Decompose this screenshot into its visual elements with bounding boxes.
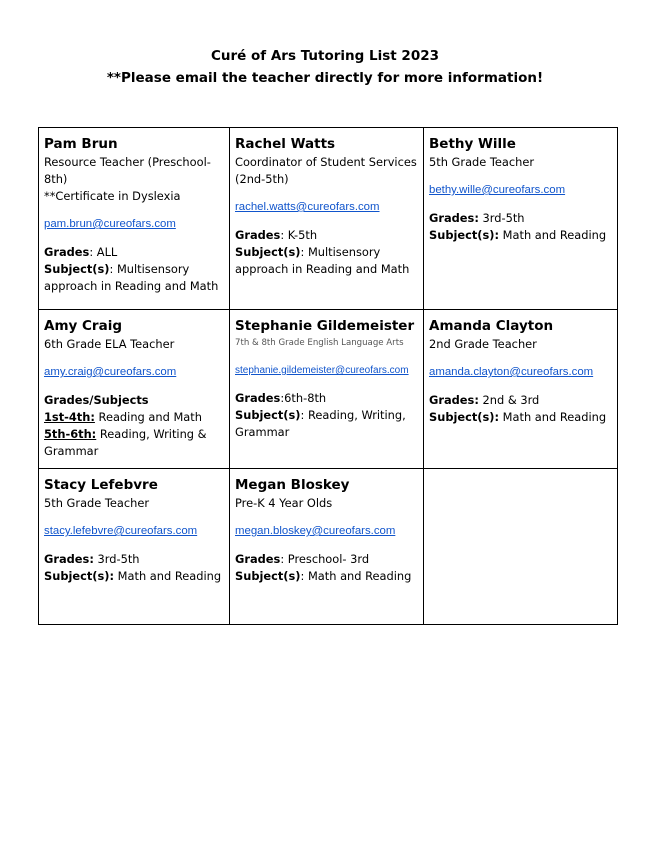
tutor-email-link[interactable]: amanda.clayton@cureofars.com — [429, 366, 594, 378]
tutor-role: 6th Grade ELA Teacher — [44, 337, 175, 351]
tutor-cell-bethy-wille — [424, 128, 618, 310]
tutor-name: Bethy Wille — [429, 136, 516, 152]
tutor-cell-amanda-clayton — [424, 310, 618, 469]
tutor-name: Amy Craig — [44, 318, 122, 334]
empty-cell — [424, 469, 618, 625]
tutor-cell-amy-craig — [39, 310, 230, 469]
tutor-role: 5th Grade Teacher — [44, 496, 150, 510]
tutor-name: Pam Brun — [44, 136, 118, 152]
tutor-note: **Certificate in Dyslexia — [44, 189, 181, 203]
tutor-subjects: Subject(s): Multisensory approach in Reading and Math — [44, 262, 219, 293]
tutor-email-link[interactable]: pam.brun@cureofars.com — [44, 218, 176, 230]
table-row — [39, 469, 618, 625]
tutor-subjects: Subject(s): Reading, Writing, Grammar — [235, 408, 406, 439]
tutor-table — [38, 127, 618, 625]
tutor-cell-pam-brun — [39, 128, 230, 310]
tutor-email-link[interactable]: rachel.watts@cureofars.com — [235, 201, 380, 213]
tutor-role: 2nd Grade Teacher — [429, 337, 537, 351]
tutor-subjects: Subject(s): Math and Reading — [429, 410, 607, 424]
tutor-detail-1: 1st-4th: Reading and Math — [44, 410, 202, 424]
tutor-role: 7th & 8th Grade English Language Arts — [235, 338, 404, 348]
tutor-grades: Grades: 3rd-5th — [44, 552, 140, 566]
tutor-email-link[interactable]: stacy.lefebvre@cureofars.com — [44, 525, 198, 537]
table-row — [39, 310, 618, 469]
tutor-grades: Grades: 3rd-5th — [429, 211, 525, 225]
tutor-name: Megan Bloskey — [235, 477, 350, 493]
tutor-email-link[interactable]: amy.craig@cureofars.com — [44, 366, 177, 378]
tutor-cell-rachel-watts — [230, 128, 424, 310]
tutor-name: Rachel Watts — [235, 136, 336, 152]
tutor-cell-megan-bloskey — [230, 469, 424, 625]
tutor-grades: Grades: ALL — [44, 245, 118, 259]
tutor-email-link[interactable]: bethy.wille@cureofars.com — [429, 184, 566, 196]
tutor-subjects: Subject(s): Math and Reading — [44, 569, 222, 583]
tutor-role: Coordinator of Student Services (2nd-5th) — [235, 155, 417, 186]
tutor-role: Resource Teacher (Preschool-8th) — [44, 155, 211, 186]
tutor-subjects: Subject(s): Math and Reading — [235, 569, 412, 583]
page-title: Curé of Ars Tutoring List 2023 — [210, 48, 440, 64]
tutor-cell-stacy-lefebvre — [39, 469, 230, 625]
tutor-grades-subjects-heading: Grades/Subjects — [44, 393, 149, 407]
table-row — [39, 128, 618, 310]
tutor-email-link[interactable]: megan.bloskey@cureofars.com — [235, 525, 396, 537]
tutor-grades: Grades: Preschool- 3rd — [235, 552, 370, 566]
tutor-name: Stacy Lefebvre — [44, 477, 158, 493]
tutor-subjects: Subject(s): Math and Reading — [429, 228, 607, 242]
tutor-name: Amanda Clayton — [429, 318, 554, 334]
tutor-role: 5th Grade Teacher — [429, 155, 535, 169]
tutor-cell-stephanie-gildemeister — [230, 310, 424, 469]
tutor-role: Pre-K 4 Year Olds — [235, 496, 333, 510]
tutor-grades: Grades: 2nd & 3rd — [429, 393, 540, 407]
tutor-grades: Grades:6th-8th — [235, 391, 327, 405]
tutor-email-link[interactable]: stephanie.gildemeister@cureofars.com — [235, 365, 409, 376]
tutor-grades: Grades: K-5th — [235, 228, 318, 242]
tutor-name: Stephanie Gildemeister — [235, 318, 415, 334]
tutor-subjects: Subject(s): Multisensory approach in Reading and Math — [235, 245, 410, 276]
page-subtitle: **Please email the teacher directly for more information! — [106, 70, 544, 86]
tutor-detail-2: 5th-6th: Reading, Writing & Grammar — [44, 427, 207, 458]
